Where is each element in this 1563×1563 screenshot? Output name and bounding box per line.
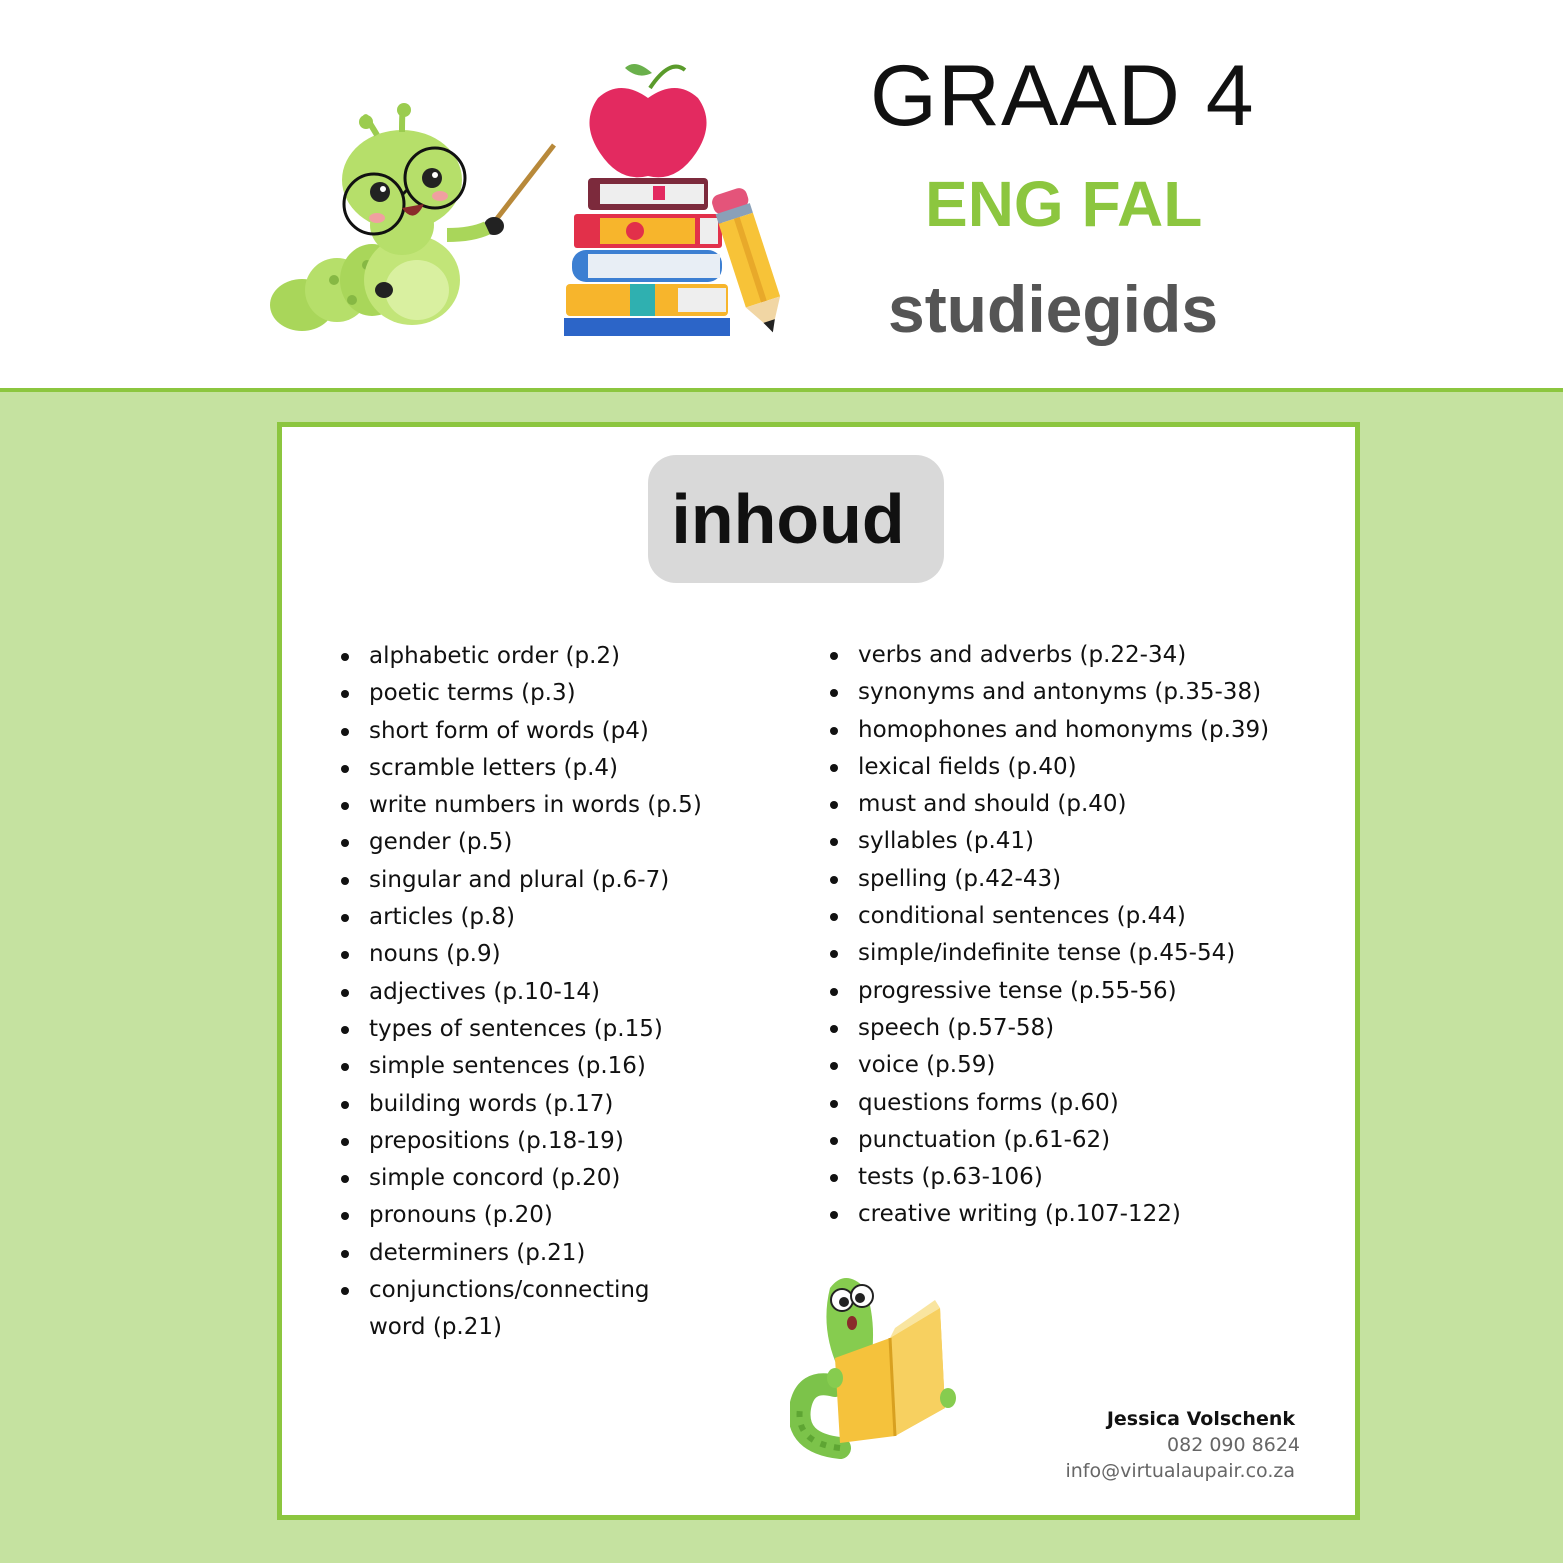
grade-title: GRAAD 4: [870, 48, 1255, 144]
contents-list-item: [828, 861, 1308, 898]
bullet-icon: [341, 1287, 349, 1295]
bullet-icon: [830, 727, 838, 735]
bullet-icon: [341, 1138, 349, 1146]
contents-list-item: [339, 1272, 739, 1309]
contents-list-left: [339, 638, 739, 1347]
contents-list-item: [339, 862, 739, 899]
contents-heading: inhoud: [671, 480, 905, 558]
contents-list-item: [339, 1197, 739, 1234]
contents-list-item: [339, 824, 739, 861]
contents-item-text: simple/indefinite tense (p.45-54): [858, 940, 1236, 967]
contents-list-item: [828, 786, 1308, 823]
contents-list-item: [339, 936, 739, 973]
bullet-icon: [341, 728, 349, 736]
study-guide-title: studiegids: [888, 272, 1219, 346]
bullet-icon: [830, 876, 838, 884]
contents-list-item: [828, 1196, 1308, 1233]
contents-list-item: [828, 1159, 1308, 1196]
contents-item-text: questions forms (p.60): [858, 1089, 1119, 1116]
contents-item-text: articles (p.8): [369, 904, 515, 931]
bullet-icon: [341, 877, 349, 885]
bullet-icon: [341, 839, 349, 847]
contents-item-text: spelling (p.42-43): [858, 865, 1062, 892]
contents-item-text: synonyms and antonyms (p.35-38): [858, 679, 1262, 706]
contents-item-text: singular and plural (p.6-7): [369, 866, 670, 893]
bullet-icon: [341, 1063, 349, 1071]
bullet-icon: [830, 950, 838, 958]
contents-list-item: [339, 713, 739, 750]
contents-item-text: word (p.21): [369, 1314, 502, 1341]
bullet-icon: [830, 652, 838, 660]
bullet-icon: [341, 690, 349, 698]
contents-item-text: progressive tense (p.55-56): [858, 977, 1177, 1004]
contents-item-text: scramble letters (p.4): [369, 754, 619, 781]
contents-item-text: poetic terms (p.3): [369, 680, 576, 707]
contents-item-text: adjectives (p.10-14): [369, 978, 601, 1005]
bullet-icon: [830, 689, 838, 697]
bullet-icon: [830, 1100, 838, 1108]
contents-list-item: [339, 638, 739, 675]
contents-item-text: simple concord (p.20): [369, 1165, 621, 1192]
contents-item-text: prepositions (p.18-19): [369, 1127, 624, 1154]
contents-list-item: [339, 1160, 739, 1197]
contents-list-item: [339, 1309, 739, 1346]
bullet-icon: [830, 764, 838, 772]
contents-item-text: lexical fields (p.40): [858, 753, 1077, 780]
contents-item-text: simple sentences (p.16): [369, 1053, 646, 1080]
contents-list-item: [339, 1048, 739, 1085]
caterpillar-teacher-illustration: [262, 100, 562, 340]
contents-list-item: [828, 1010, 1308, 1047]
bullet-icon: [341, 989, 349, 997]
contents-list-item: [828, 674, 1308, 711]
contents-item-text: verbs and adverbs (p.22-34): [858, 642, 1187, 668]
contact-name: Jessica Volschenk: [1106, 1408, 1295, 1430]
contents-list-item: [828, 1122, 1308, 1159]
bullet-icon: [830, 1174, 838, 1182]
bullet-icon: [341, 1026, 349, 1034]
book-stack-apple-illustration: [560, 58, 735, 338]
contents-item-text: determiners (p.21): [369, 1239, 586, 1266]
contents-item-text: creative writing (p.107-122): [858, 1201, 1181, 1228]
contents-list-item: [339, 899, 739, 936]
contents-item-text: alphabetic order (p.2): [369, 643, 621, 669]
contents-list-item: [828, 823, 1308, 860]
contents-list-item: [828, 973, 1308, 1010]
pencil-illustration: [710, 182, 790, 342]
contact-phone: 082 090 8624: [1167, 1434, 1300, 1456]
bullet-icon: [341, 653, 349, 661]
contents-item-text: punctuation (p.61-62): [858, 1126, 1111, 1153]
contents-list-item: [828, 749, 1308, 786]
bullet-icon: [830, 913, 838, 921]
contents-list-item: [339, 974, 739, 1011]
contents-item-text: homophones and homonyms (p.39): [858, 716, 1270, 743]
contents-list-item: [339, 750, 739, 787]
contact-info: [1040, 1406, 1300, 1484]
contents-item-text: speech (p.57-58): [858, 1014, 1055, 1041]
contents-item-text: syllables (p.41): [858, 828, 1035, 855]
contents-item-text: write numbers in words (p.5): [369, 792, 702, 819]
contents-list-item: [339, 1235, 739, 1272]
bullet-icon: [830, 1137, 838, 1145]
bullet-icon: [830, 1062, 838, 1070]
bullet-icon: [341, 951, 349, 959]
bullet-icon: [830, 988, 838, 996]
contents-item-text: voice (p.59): [858, 1052, 996, 1079]
contents-item-text: pronouns (p.20): [369, 1202, 553, 1229]
contents-list-item: [828, 1085, 1308, 1122]
contents-list-item: [339, 1086, 739, 1123]
bullet-icon: [341, 802, 349, 810]
contents-heading-badge: [648, 455, 944, 583]
contents-list-item: [339, 1011, 739, 1048]
contents-item-text: must and should (p.40): [858, 791, 1127, 818]
contents-list-item: [828, 1047, 1308, 1084]
contents-list-item: [339, 675, 739, 712]
bullet-icon: [830, 1211, 838, 1219]
contents-list-item: [339, 787, 739, 824]
contact-email: info@virtualaupair.co.za: [1065, 1460, 1295, 1482]
contents-list-item: [828, 935, 1308, 972]
bullet-icon: [341, 765, 349, 773]
bullet-icon: [341, 1175, 349, 1183]
contents-item-text: gender (p.5): [369, 829, 513, 856]
contents-item-text: conjunctions/connecting: [369, 1277, 650, 1304]
bullet-icon: [341, 914, 349, 922]
bullet-icon: [341, 1250, 349, 1258]
bullet-icon: [830, 1025, 838, 1033]
bullet-icon: [830, 801, 838, 809]
contents-list-item: [828, 898, 1308, 935]
bullet-icon: [341, 1101, 349, 1109]
contents-list-item: [828, 637, 1308, 674]
contents-item-text: types of sentences (p.15): [369, 1015, 663, 1042]
subject-title: ENG FAL: [925, 168, 1203, 240]
contents-list-item: [828, 712, 1308, 749]
bullet-icon: [830, 838, 838, 846]
contents-item-text: short form of words (p4): [369, 717, 649, 744]
contents-list-right: [828, 637, 1308, 1234]
contents-item-text: tests (p.63-106): [858, 1164, 1043, 1191]
bookworm-reading-illustration: [790, 1268, 965, 1468]
bullet-icon: [341, 1212, 349, 1220]
contents-list-item: [339, 1123, 739, 1160]
contents-item-text: nouns (p.9): [369, 941, 501, 968]
contents-item-text: conditional sentences (p.44): [858, 903, 1186, 930]
contents-item-text: building words (p.17): [369, 1090, 614, 1117]
